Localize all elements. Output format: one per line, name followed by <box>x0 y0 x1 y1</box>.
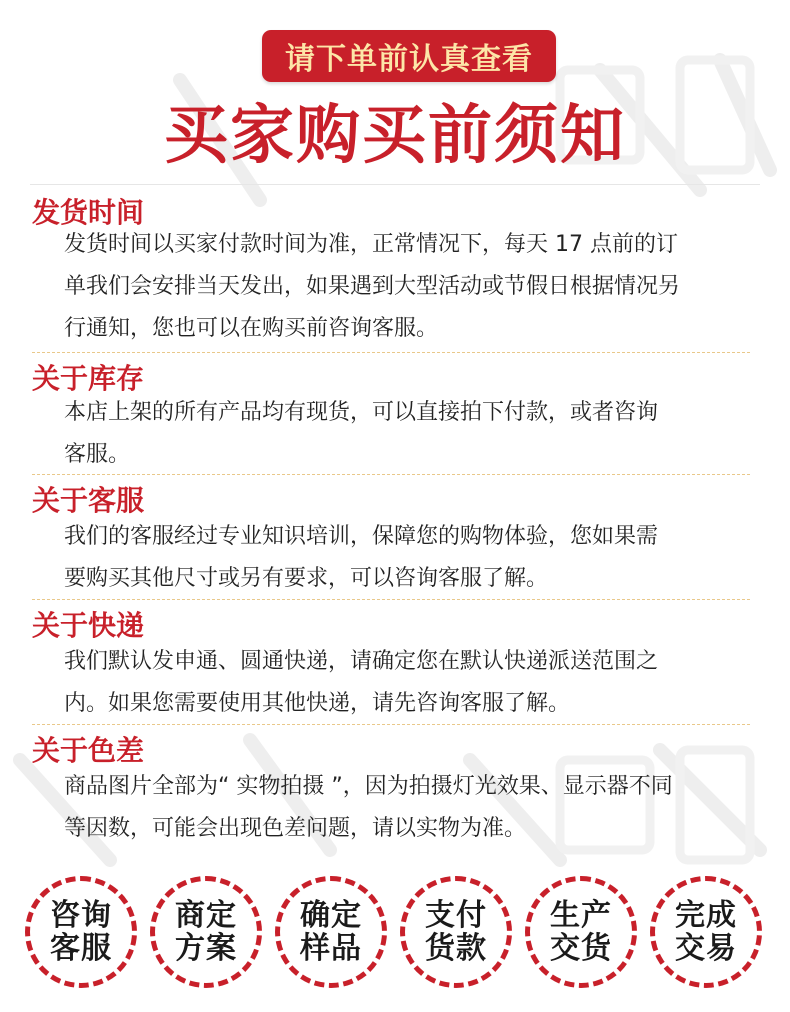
notice-tag-text: 请下单前认真查看 <box>285 42 533 77</box>
section-body <box>64 516 764 600</box>
section-line: 内。如果您需要使用其他快递，请先咨询客服了解。 <box>64 691 571 716</box>
section-line: 我们默认发申通、圆通快递，请确定您在默认快递派送范围之 <box>64 649 659 674</box>
section-body <box>64 224 764 350</box>
step-label-line1: 商定 <box>175 898 237 933</box>
step-label-line1: 生产 <box>550 898 612 933</box>
section-body <box>64 392 764 476</box>
step-complete-deal <box>650 876 762 988</box>
section-line: 本店上架的所有产品均有现货，可以直接拍下付款，或者咨询 <box>64 400 659 425</box>
step-label-line1: 完成 <box>675 898 737 933</box>
step-label-line2: 方案 <box>175 931 237 966</box>
step-label-line2: 货款 <box>425 931 487 966</box>
section-heading: 关于库存 <box>32 362 145 395</box>
section-divider <box>32 352 750 353</box>
section-line: 我们的客服经过专业知识培训，保障您的购物体验，您如果需 <box>64 524 659 549</box>
step-label-line2: 交易 <box>675 931 737 966</box>
section-line: 客服。 <box>64 442 131 467</box>
step-label-line2: 客服 <box>50 931 112 966</box>
step-confirm-sample <box>275 876 387 988</box>
section-line: 要购买其他尺寸或另有要求，可以咨询客服了解。 <box>64 566 549 591</box>
step-label-line1: 确定 <box>300 898 362 933</box>
step-label-line2: 样品 <box>300 931 362 966</box>
step-label-line2: 交货 <box>550 931 612 966</box>
section-line: 等因数，可能会出现色差问题，请以实物为准。 <box>64 816 527 841</box>
section-divider <box>32 724 750 725</box>
section-heading: 关于色差 <box>32 734 145 767</box>
section-heading: 发货时间 <box>32 196 145 229</box>
section-body <box>64 641 764 725</box>
section-heading: 关于客服 <box>32 484 145 517</box>
section-line: 商品图片全部为“ 实物拍摄 ”，因为拍摄灯光效果、显示器不同 <box>64 774 673 799</box>
step-label-line1: 咨询 <box>50 898 112 933</box>
section-divider <box>32 474 750 475</box>
step-pay <box>400 876 512 988</box>
title-divider <box>30 184 760 185</box>
section-divider <box>32 599 750 600</box>
step-consult-service <box>25 876 137 988</box>
section-body <box>64 766 764 850</box>
step-agree-plan <box>150 876 262 988</box>
section-heading: 关于快递 <box>32 609 145 642</box>
step-produce-deliver <box>525 876 637 988</box>
section-line: 发货时间以买家付款时间为准，正常情况下，每天 17 点前的订 <box>64 232 678 257</box>
section-line: 单我们会安排当天发出，如果遇到大型活动或节假日根据情况另 <box>64 274 681 299</box>
page-title: 买家购买前须知 <box>164 99 626 173</box>
process-steps <box>25 876 765 988</box>
notice-tag-banner <box>262 30 556 82</box>
step-label-line1: 支付 <box>425 898 487 933</box>
section-line: 行通知，您也可以在购买前咨询客服。 <box>64 316 439 341</box>
